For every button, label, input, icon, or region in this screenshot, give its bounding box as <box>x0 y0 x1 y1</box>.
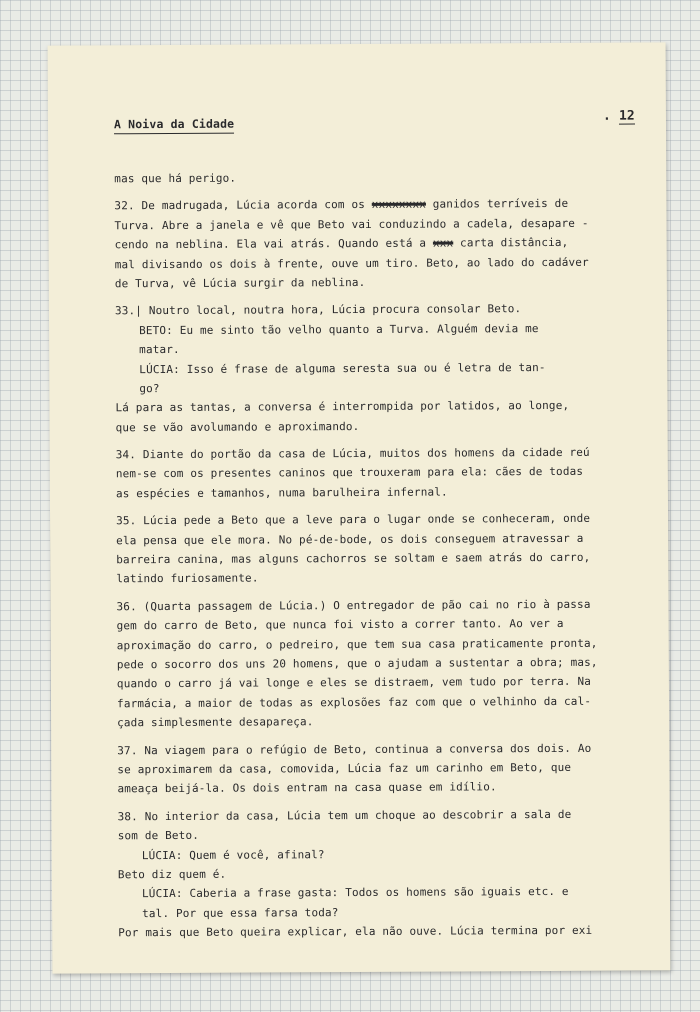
scene-32-line: mal divisando os dois à frente, ouve um tiro. Beto, ao lado do cadáver <box>114 255 589 271</box>
scene-37-line: 37. Na viagem para o refúgio de Beto, continua a conversa dos dois. Ao <box>117 741 592 757</box>
scene-33-line: Lá para as tantas, a conversa é interrompida por latidos, ao longe, <box>115 399 570 415</box>
scene-38-line: Por mais que Beto queira explicar, ela não ouve. Lúcia termina por exi <box>118 923 593 940</box>
scene-32-line: cendo na neblina. Ela vai atrás. Quando está a xxx carta distância, <box>114 236 569 252</box>
scene-35-line: latindo furiosamente. <box>116 571 259 586</box>
dialogue-line: matar. <box>139 343 180 357</box>
scene-38-line: som de Beto. <box>117 828 200 843</box>
scene-36-line: quando o carro já vai longe e eles se distraem, vem tudo por terra. Na <box>116 675 592 691</box>
typewritten-page <box>48 42 671 973</box>
script-body <box>114 166 658 942</box>
scene-32-line: de Turva, vê Lúcia surgir da neblina. <box>114 275 366 291</box>
text-line: mas que há perigo. <box>114 171 237 186</box>
scene-36-line: 36. (Quarta passagem de Lúcia.) O entregador de pão cai no rio à passa <box>116 597 591 614</box>
scene-37-line: ameaça beijá-la. Os dois entram na casa quase em idílio. <box>117 780 497 796</box>
document-title: A Noiva da Cidade <box>114 117 234 132</box>
scene-36-line: gem do carro de Beto, que nunca foi visto a correr tanto. Ao ver a <box>116 617 564 633</box>
scene-35-line: ela pensa que ele mora. No pé-de-bode, os dois conseguem atravessar a <box>116 531 584 547</box>
scene-38-line: Beto diz quem é. <box>117 867 227 882</box>
scene-32-line: Turva. Abre a janela e vê que Beto vai conduzindo a cadela, desapare - <box>114 216 589 233</box>
scene-36-line: çada simplesmente desapareça. <box>117 715 314 730</box>
dialogue-line: LÚCIA: Caberia a frase gasta: Todos os homens são iguais etc. e <box>141 885 569 901</box>
dialogue-line: go? <box>139 381 160 396</box>
scene-35-line: barreira canina, mas alguns cachorros se soltam e saem atrás do carro, <box>116 550 591 567</box>
dialogue-line: BETO: Eu me sinto tão velho quanto a Turva. Alguém devia me <box>139 321 539 337</box>
scene-37-line: se aproximarem da casa, comovida, Lúcia faz um carinho em Beto, que <box>117 760 572 777</box>
scene-36-line: pede o socorro dos uns 20 homens, que o ajudam a sustentar a obra; mas, <box>116 655 598 672</box>
scene-34-line: 34. Diante do portão da casa de Lúcia, muitos dos homens da cidade reú <box>115 445 590 462</box>
scene-34-line: as espécies e tamanhos, numa barulheira infernal. <box>115 485 448 501</box>
dialogue-line: tal. Por que essa farsa toda? <box>142 905 339 920</box>
scene-38-line: 38. No interior da casa, Lúcia tem um choque ao descobrir a sala de <box>117 807 572 823</box>
dialogue-line: LÚCIA: Isso é frase de alguma seresta sua ou é letra de tan- <box>139 360 546 376</box>
dialogue-line: LÚCIA: Quem é você, afinal? <box>141 847 325 862</box>
scene-33-line: que se vão avolumando e aproximando. <box>115 419 360 434</box>
scene-36-line: farmácia, a maior de todas as explosões faz com que o velhinho da cal- <box>116 694 592 711</box>
scene-36-line: aproximação do carro, o pedreiro, que tem sua casa praticamente pronta, <box>116 636 598 652</box>
struck-text: xxx <box>432 236 454 250</box>
page-number: . 12 <box>602 108 635 124</box>
scene-35-line: 35. Lúcia pede a Beto que a leve para o lugar onde se conheceram, onde <box>116 512 591 528</box>
scene-32-line: 32. De madrugada, Lúcia acorda com os xxxxxxxx ganidos terríveis de <box>114 197 569 213</box>
struck-text: xxxxxxxx <box>371 198 427 212</box>
scene-34-line: nem-se com os presentes caninos que trouxeram para ela: cães de todas <box>115 465 584 481</box>
scene-33-line: 33.| Noutro local, noutra hora, Lúcia procura consolar Beto. <box>114 302 522 318</box>
